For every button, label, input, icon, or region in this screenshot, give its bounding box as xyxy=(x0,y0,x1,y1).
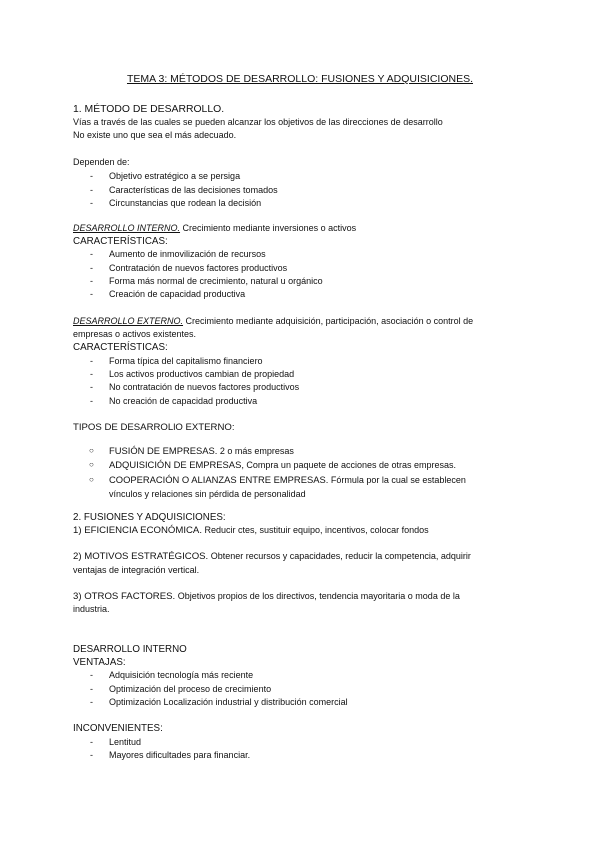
externo-desc: Crecimiento mediante adquisición, participación, asociación o control de xyxy=(183,316,474,326)
list-item: - No creación de capacidad productiva xyxy=(73,395,533,408)
list-item: - Características de las decisiones tomados xyxy=(73,184,533,197)
p3-text: Objetivos propios de los directivos, tendencia mayoritaria o moda de la xyxy=(175,590,460,601)
list-item: - Aumento de inmovilización de recursos xyxy=(73,248,533,261)
section-1 xyxy=(73,103,533,143)
tipos-item-text-2: vínculos y relaciones sin pérdida de personalidad xyxy=(109,488,306,499)
p3-head: 3) OTROS FACTORES. xyxy=(73,590,176,602)
list-item xyxy=(73,458,533,472)
tipos-list xyxy=(73,444,533,501)
list-item: - No contratación de nuevos factores productivos xyxy=(73,381,533,394)
list-item: - Lentitud xyxy=(73,736,533,749)
section-2-p1 xyxy=(73,524,533,537)
p3-text-2: industria. xyxy=(73,604,110,615)
section-1-line-1: Vías a través de las cuales se pueden alcanzar los objetivos de las direcciones de desarrollo xyxy=(73,117,443,128)
interno-car-label: CARACTERÍSTICAS: xyxy=(73,236,168,248)
interno-list xyxy=(73,248,533,301)
section-2 xyxy=(73,511,533,616)
list-item xyxy=(73,473,533,501)
list-item: - Optimización Localización industrial y distribución comercial xyxy=(73,696,533,709)
list-item: - Los activos productivos cambian de propiedad xyxy=(73,368,533,381)
desarrollo-interno-block xyxy=(73,222,533,302)
document-title: TEMA 3: MÉTODOS DE DESARROLLO: FUSIONES Y ADQUISICIONES. xyxy=(126,73,473,85)
section-2-heading: 2. FUSIONES Y ADQUISICIONES: xyxy=(73,512,226,523)
list-item: - Optimización del proceso de crecimiento xyxy=(73,683,533,696)
p2-text-2: ventajas de integración vertical. xyxy=(73,564,200,575)
interno-definition xyxy=(73,222,533,235)
ventajas-label: VENTAJAS: xyxy=(73,657,126,669)
list-item: - Forma típica del capitalismo financiero xyxy=(73,355,533,368)
tipos-item-head: ADQUISICIÓN DE EMPRESAS, xyxy=(109,459,244,471)
list-item: - Mayores dificultades para financiar. xyxy=(73,749,533,762)
list-item: - Forma más normal de crecimiento, natural u orgánico xyxy=(73,275,533,288)
ventajas-list xyxy=(73,669,533,709)
section-2-p2 xyxy=(73,550,533,563)
interno-term: DESARROLLO INTERNO. xyxy=(73,223,181,233)
tipos-item-text: 2 o más empresas xyxy=(217,446,294,457)
desarrollo-externo-block xyxy=(73,315,533,408)
externo-term: DESARROLLO EXTERNO. xyxy=(73,316,184,326)
p2-head: 2) MOTIVOS ESTRATÉGICOS. xyxy=(73,551,209,563)
tipos-block xyxy=(73,421,533,501)
list-item: - Objetivo estratégico a se persiga xyxy=(73,170,533,183)
list-item: - Contratación de nuevos factores productivos xyxy=(73,262,533,275)
list-item: - Adquisición tecnología más reciente xyxy=(73,669,533,682)
p1-head: 1) EFICIENCIA ECONÓMICA. xyxy=(73,525,202,537)
circle-bullet-icon: ○ xyxy=(89,474,94,484)
tipos-item-head: FUSIÓN DE EMPRESAS. xyxy=(109,445,218,457)
dependen-block xyxy=(73,156,533,210)
list-item xyxy=(73,444,533,458)
desarrollo-interno-ventajas xyxy=(73,643,533,762)
tipos-item-head: COOPERACIÓN O ALIANZAS ENTRE EMPRESAS. xyxy=(109,473,329,485)
tipos-item-text: Compra un paquete de acciones de otras empresas. xyxy=(243,460,457,471)
externo-definition xyxy=(73,315,533,328)
tipos-label: TIPOS DE DESARROLlO EXTERNO: xyxy=(73,422,235,433)
tipos-item-text: Fórmula por la cual se establecen xyxy=(328,474,466,485)
circle-bullet-icon: ○ xyxy=(89,460,94,470)
interno-desc: Crecimiento mediante inversiones o activos xyxy=(180,223,357,233)
list-item: - Circunstancias que rodean la decisión xyxy=(73,197,533,210)
p1-text: Reducir ctes, sustituir equipo, incentivos, colocar fondos xyxy=(202,525,429,536)
externo-list xyxy=(73,355,533,408)
externo-desc-2: empresas o activos existentes. xyxy=(73,329,197,340)
dependen-list xyxy=(73,170,533,210)
di-heading: DESARROLLO INTERNO xyxy=(73,644,187,655)
dependen-label: Dependen de: xyxy=(73,157,130,167)
p2-text: Obtener recursos y capacidades, reducir la competencia, adquirir xyxy=(208,551,471,562)
externo-car-label: CARACTERÍSTICAS: xyxy=(73,342,168,354)
section-1-line-2: No existe uno que sea el más adecuado. xyxy=(73,130,237,141)
section-2-p3 xyxy=(73,590,533,603)
list-item: - Creación de capacidad productiva xyxy=(73,288,533,301)
inconvenientes-label: INCONVENIENTES: xyxy=(73,723,163,735)
inconvenientes-list xyxy=(73,736,533,763)
circle-bullet-icon: ○ xyxy=(89,446,94,456)
section-1-heading: 1. MÉTODO DE DESARROLLO. xyxy=(73,104,225,115)
